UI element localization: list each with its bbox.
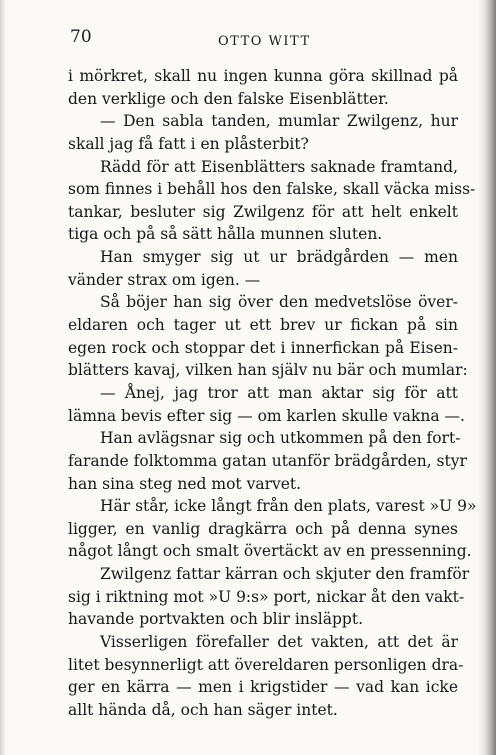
text-line: i mörkret, skall nu ingen kunna göra skillnad på: [68, 67, 458, 85]
text-line: han sina steg ned mot varvet.: [68, 474, 302, 493]
text-line: den verklige och den falske Eisenblätter.: [68, 89, 389, 108]
text-line: Zwilgenz fattar kärran och skjuter den framför: [100, 565, 470, 584]
running-head: OTTO WITT: [218, 34, 311, 49]
body-text: [68, 65, 477, 722]
text-line: allt hända då, och han säger intet.: [68, 700, 338, 719]
text-line: ligger, en vanlig dragkärra och på denna synes: [68, 519, 458, 538]
text-line: tiga och på så sätt hålla munnen sluten.: [68, 225, 383, 244]
text-line: Han smyger sig ut ur brädgården — men: [100, 248, 458, 267]
text-line: Rädd för att Eisenblätters saknade framtand,: [100, 157, 458, 176]
text-line: lämna bevis efter sig — om karlen skulle vakna —.: [68, 406, 465, 425]
text-line: havande portvakten och blir insläppt.: [68, 610, 364, 629]
text-line: blätters kavaj, vilken han själv nu bär och mumlar:: [68, 361, 468, 380]
text-line: vänder strax om igen. —: [68, 270, 261, 289]
text-line: eldaren och tager ut ett brev ur fickan på sin: [68, 316, 458, 335]
page-number: 70: [70, 27, 92, 47]
text-line: — Den sabla tanden, mumlar Zwilgenz, hur: [100, 112, 458, 131]
text-line: som finnes i behåll hos den falske, skall väcka miss-: [68, 180, 476, 199]
text-line: något långt och smalt övertäckt av en pressenning.: [68, 542, 472, 561]
text-line: ger en kärra — men i krigstider — vad kan icke: [68, 678, 458, 697]
text-line: farande folktomma gatan utanför brädgården, styr: [68, 451, 467, 470]
text-line: egen rock och stoppar det i innerfickan på Eisen-: [68, 338, 458, 357]
text-line: litet besynnerligt att övereldaren personligen dra-: [68, 655, 464, 674]
text-line: tankar, besluter sig Zwilgenz för att helt enkelt: [68, 202, 458, 221]
text-line: skall jag få fatt i en plåsterbit?: [68, 134, 309, 153]
page-left-shadow: [0, 0, 6, 755]
page-binding-shadow: [478, 0, 496, 755]
text-line: Så böjer han sig över den medvetslöse över-: [100, 293, 458, 312]
text-line: sig i riktning mot »U 9:s» port, nickar åt den vakt-: [68, 587, 465, 606]
text-line: Här står, icke långt från den plats, varest »U 9»: [100, 497, 477, 516]
text-line: Han avlägsnar sig och utkommen på den fort-: [100, 429, 461, 448]
text-line: Visserligen förefaller det vakten, att det är: [100, 633, 458, 652]
text-line: — Ånej, jag tror att man aktar sig för att: [100, 383, 458, 402]
